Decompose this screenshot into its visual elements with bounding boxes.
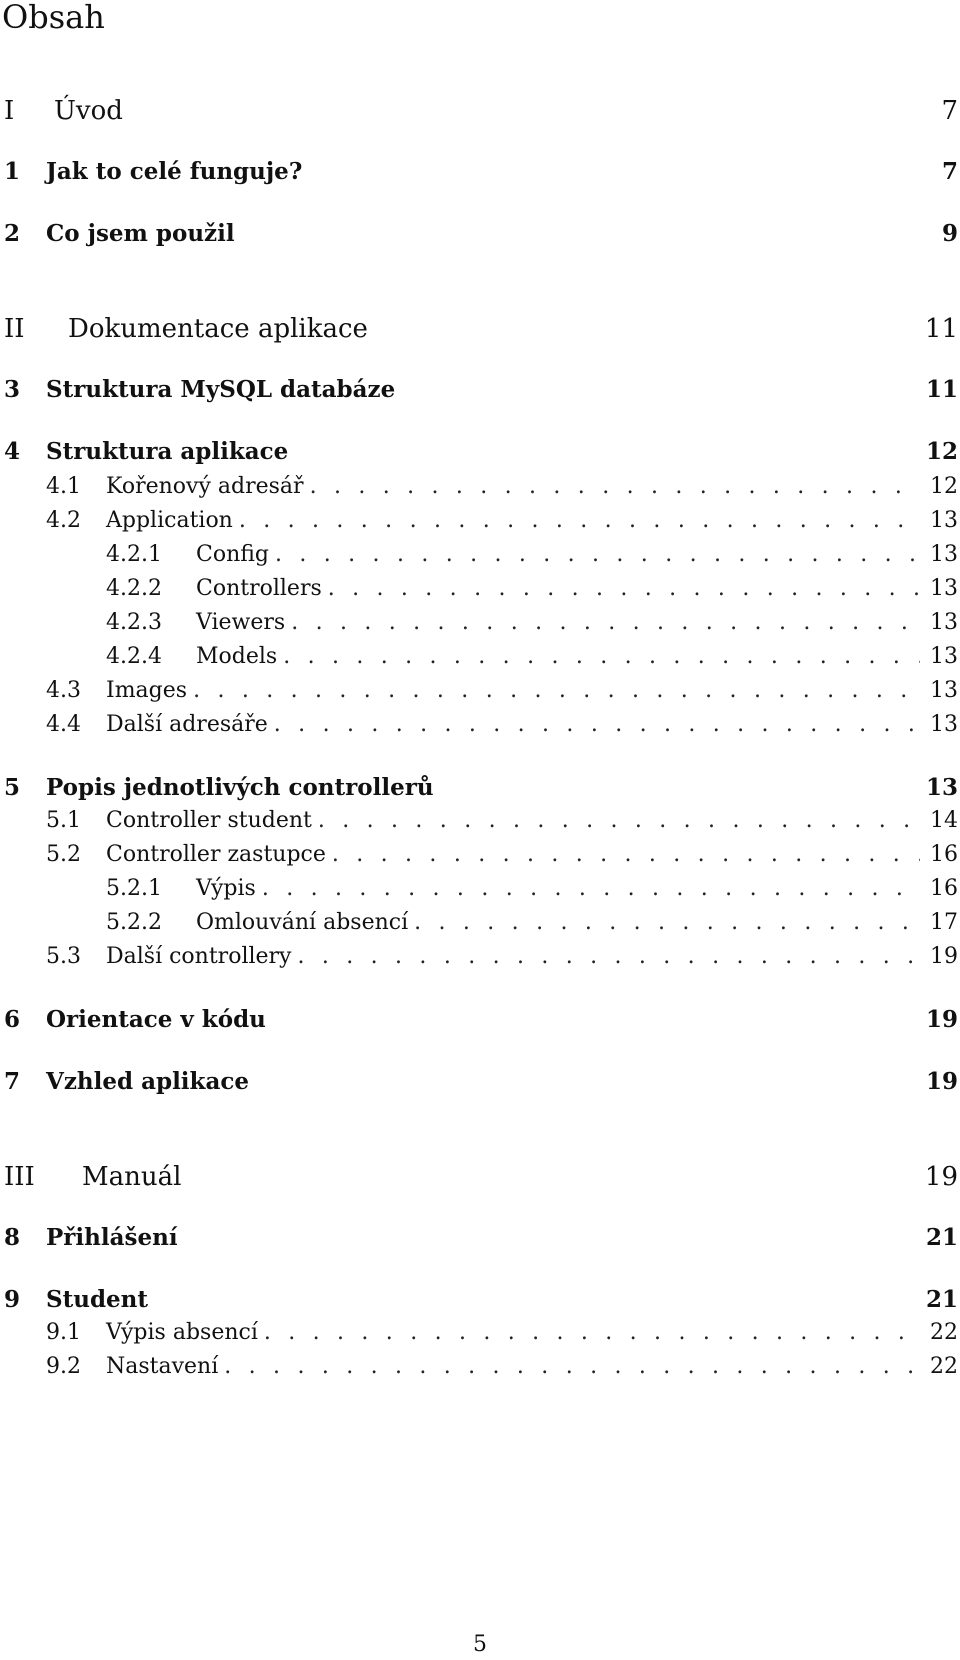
toc-entry-sec[interactable] — [0, 712, 958, 746]
dot-leader — [328, 576, 920, 601]
toc-entry-sub[interactable] — [0, 610, 958, 644]
toc-entry-label: Co jsem použil — [46, 220, 235, 247]
toc-entry-chap[interactable] — [0, 376, 958, 410]
toc-entry-number: 4.2.1 — [106, 542, 162, 567]
toc-entry-sub[interactable] — [0, 876, 958, 910]
toc-entry-number: 4.2.4 — [106, 644, 162, 669]
toc-entry-page: 16 — [930, 842, 958, 867]
toc-entry-sub[interactable] — [0, 542, 958, 576]
page-title: Obsah — [2, 0, 105, 36]
toc-entry-number: 1 — [4, 158, 21, 185]
toc-entry-page: 7 — [941, 96, 958, 126]
toc-entry-chap[interactable] — [0, 1068, 958, 1102]
toc-entry-page: 13 — [930, 508, 958, 533]
toc-entry-label: Úvod — [54, 96, 123, 126]
toc-entry-label: Application — [106, 508, 233, 533]
toc-entry-page: 7 — [941, 158, 958, 185]
toc-entry-page: 17 — [930, 910, 958, 935]
toc-entry-number: 4.4 — [46, 712, 81, 737]
toc-entry-part[interactable] — [0, 1162, 958, 1196]
toc-entry-page: 9 — [941, 220, 958, 247]
toc-entry-number: 9 — [4, 1286, 21, 1313]
toc-entry-label: Dokumentace aplikace — [68, 314, 368, 344]
toc-entry-label: Controller zastupce — [106, 842, 326, 867]
toc-entry-page: 13 — [930, 678, 958, 703]
toc-entry-number: 3 — [4, 376, 21, 403]
dot-leader — [318, 808, 920, 833]
toc-entry-sub[interactable] — [0, 576, 958, 610]
toc-entry-number: III — [4, 1162, 35, 1192]
toc-entry-chap[interactable] — [0, 158, 958, 192]
toc-entry-page: 11 — [924, 314, 958, 344]
toc-entry-sub[interactable] — [0, 910, 958, 944]
toc-entry-number: 2 — [4, 220, 21, 247]
toc-entry-sec[interactable] — [0, 678, 958, 712]
toc-entry-label: Výpis — [196, 876, 256, 901]
toc-entry-page: 21 — [925, 1286, 958, 1313]
toc-entry-label: Images — [106, 678, 188, 703]
dot-leader — [275, 542, 920, 567]
toc-entry-label: Orientace v kódu — [46, 1006, 266, 1033]
toc-entry-number: 7 — [4, 1068, 21, 1095]
dot-leader — [239, 508, 920, 533]
toc-entry-label: Student — [46, 1286, 149, 1313]
toc-entry-page: 22 — [930, 1320, 958, 1345]
toc-entry-chap[interactable] — [0, 1224, 958, 1258]
toc-entry-sub[interactable] — [0, 644, 958, 678]
toc-entry-label: Nastavení — [106, 1354, 219, 1379]
toc-entry-label: Models — [196, 644, 278, 669]
toc-entry-chap[interactable] — [0, 1006, 958, 1040]
toc-entry-number: 6 — [4, 1006, 21, 1033]
toc-entry-number: 5.2.1 — [106, 876, 162, 901]
toc-entry-number: 4.2.3 — [106, 610, 162, 635]
toc-entry-number: 8 — [4, 1224, 21, 1251]
toc-entry-number: 4.2.2 — [106, 576, 162, 601]
toc-entry-number: 5.2 — [46, 842, 81, 867]
toc-entry-label: Struktura MySQL databáze — [46, 376, 396, 403]
toc-entry-page: 22 — [930, 1354, 958, 1379]
toc-entry-page: 16 — [930, 876, 958, 901]
page-number: 5 — [473, 1632, 487, 1657]
toc-entry-number: 4 — [4, 438, 21, 465]
dot-leader — [193, 678, 920, 703]
toc-entry-number: 4.2 — [46, 508, 81, 533]
toc-entry-number: 5 — [4, 774, 21, 801]
toc-entry-label: Jak to celé funguje? — [46, 158, 303, 185]
toc-entry-number: II — [4, 314, 25, 344]
toc-entry-page: 13 — [930, 610, 958, 635]
toc-entry-sec[interactable] — [0, 1354, 958, 1388]
toc-entry-number: 5.3 — [46, 944, 81, 969]
toc-entry-page: 12 — [930, 474, 958, 499]
toc-entry-label: Výpis absencí — [106, 1320, 258, 1345]
toc-entry-label: Viewers — [196, 610, 286, 635]
toc-entry-page: 21 — [925, 1224, 958, 1251]
toc-entry-label: Controller student — [106, 808, 312, 833]
toc-entry-sec[interactable] — [0, 944, 958, 978]
toc-entry-chap[interactable] — [0, 1286, 958, 1320]
toc-entry-number: 9.2 — [46, 1354, 81, 1379]
toc-entry-page: 12 — [925, 438, 958, 465]
toc-entry-number: 5.2.2 — [106, 910, 162, 935]
toc-entry-chap[interactable] — [0, 220, 958, 254]
dot-leader — [262, 876, 920, 901]
toc-entry-part[interactable] — [0, 314, 958, 348]
toc-entry-label: Přihlášení — [46, 1224, 178, 1251]
dot-leader — [310, 474, 920, 499]
dot-leader — [274, 712, 920, 737]
toc-entry-page: 19 — [925, 1006, 958, 1033]
toc-entry-label: Manuál — [82, 1162, 182, 1192]
dot-leader — [291, 610, 920, 635]
toc-entry-number: 5.1 — [46, 808, 81, 833]
toc-entry-chap[interactable] — [0, 774, 958, 808]
toc-entry-page: 19 — [924, 1162, 958, 1192]
toc-entry-label: Omlouvání absencí — [196, 910, 409, 935]
toc-entry-sec[interactable] — [0, 1320, 958, 1354]
toc-entry-label: Další controllery — [106, 944, 292, 969]
toc-entry-page: 13 — [930, 644, 958, 669]
dot-leader — [414, 910, 920, 935]
toc-entry-sec[interactable] — [0, 808, 958, 842]
toc-entry-number: I — [4, 96, 15, 126]
toc-entry-part[interactable] — [0, 96, 958, 130]
dot-leader — [224, 1354, 920, 1379]
toc-entry-sec[interactable] — [0, 474, 958, 508]
toc-entry-page: 13 — [930, 712, 958, 737]
toc-entry-page: 13 — [930, 542, 958, 567]
toc-entry-page: 13 — [930, 576, 958, 601]
toc-entry-label: Kořenový adresář — [106, 474, 304, 499]
toc-entry-number: 9.1 — [46, 1320, 81, 1345]
toc-entry-label: Vzhled aplikace — [46, 1068, 250, 1095]
toc-entry-page: 11 — [925, 376, 958, 403]
toc-entry-page: 14 — [930, 808, 958, 833]
dot-leader — [283, 644, 920, 669]
toc-entry-page: 19 — [930, 944, 958, 969]
dot-leader — [332, 842, 920, 867]
toc-entry-number: 4.3 — [46, 678, 81, 703]
toc-entry-chap[interactable] — [0, 438, 958, 472]
toc-entry-page: 13 — [925, 774, 958, 801]
toc-entry-page: 19 — [925, 1068, 958, 1095]
toc-entry-label: Controllers — [196, 576, 322, 601]
toc-entry-label: Další adresáře — [106, 712, 268, 737]
toc-entry-number: 4.1 — [46, 474, 81, 499]
dot-leader — [264, 1320, 920, 1345]
toc-entry-label: Struktura aplikace — [46, 438, 289, 465]
toc-entry-sec[interactable] — [0, 842, 958, 876]
dot-leader — [298, 944, 921, 969]
toc-entry-sec[interactable] — [0, 508, 958, 542]
toc-entry-label: Popis jednotlivých controllerů — [46, 774, 434, 801]
toc-entry-label: Config — [196, 542, 270, 567]
